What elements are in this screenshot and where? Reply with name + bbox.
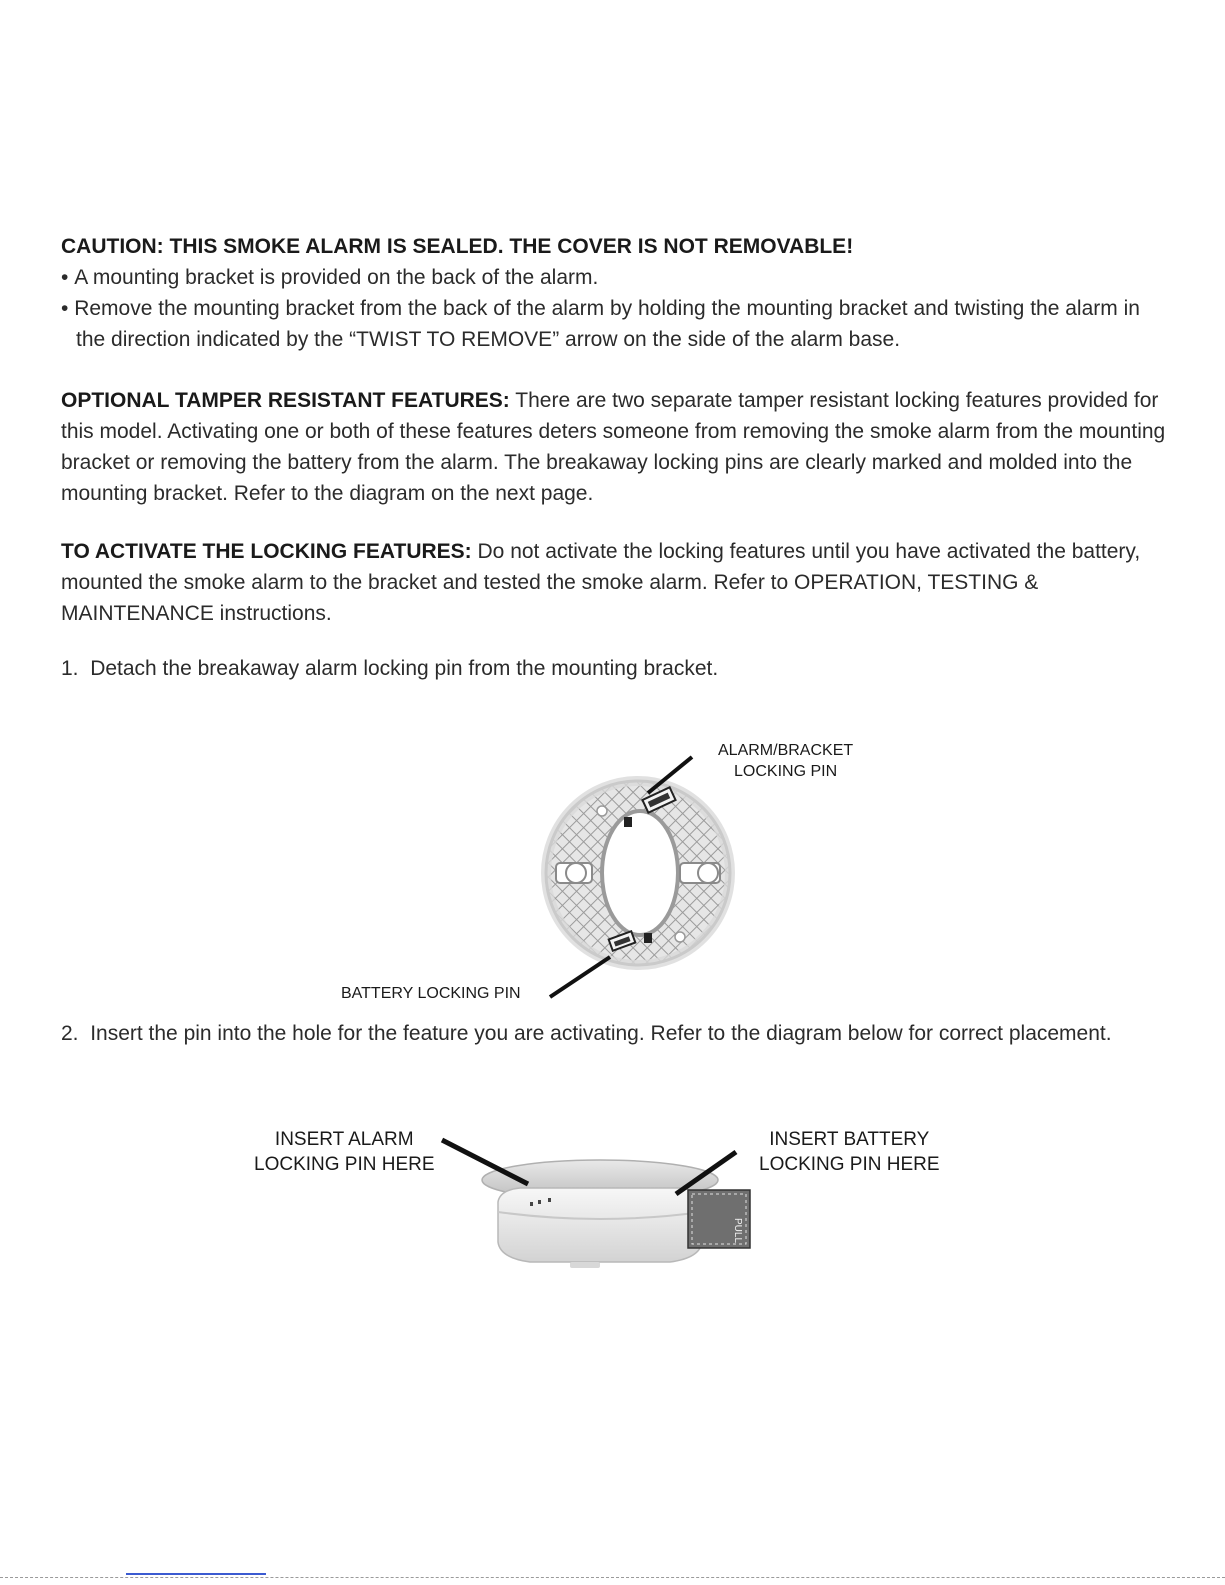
caution-section: [61, 231, 1171, 355]
insert-alarm-pin-label: INSERT ALARM LOCKING PIN HERE: [254, 1129, 435, 1175]
insert-battery-pin-label: INSERT BATTERY LOCKING PIN HERE: [759, 1129, 940, 1175]
step-2: [61, 1018, 1171, 1049]
step-number: 1.: [61, 657, 79, 680]
caution-bullet: • Remove the mounting bracket from the back of the alarm by holding the mounting bracket and twisting the alarm in the direction indicated by the “TWIST TO REMOVE” arrow on the side of the alarm base.: [61, 297, 1140, 351]
page-footer-rule: [0, 1577, 1225, 1578]
activate-body: Do not activate the locking features until you have activated the battery, mounted the smoke alarm to the bracket and tested the smoke alarm. Refer to OPERATION, TESTING & MAINTENANCE instructions.: [61, 540, 1141, 625]
activate-paragraph: [61, 536, 1171, 629]
activate-heading: TO ACTIVATE THE LOCKING FEATURES:: [61, 540, 472, 563]
smoke-alarm-side-illustration: [430, 1130, 770, 1275]
pull-tab-text: PULL: [732, 1218, 743, 1244]
alarm-bracket-pin-label: ALARM/BRACKET LOCKING PIN: [718, 742, 854, 780]
activate-section: [61, 536, 1171, 629]
page-footer-link-bar: [126, 1573, 266, 1575]
step-text: Detach the breakaway alarm locking pin from the mounting bracket.: [90, 657, 719, 680]
caution-bullet: • A mounting bracket is provided on the back of the alarm.: [61, 266, 599, 289]
tamper-heading: OPTIONAL TAMPER RESISTANT FEATURES:: [61, 389, 510, 412]
battery-pin-label: BATTERY LOCKING PIN: [341, 985, 521, 1002]
caution-heading: CAUTION: THIS SMOKE ALARM IS SEALED. THE COVER IS NOT REMOVABLE!: [61, 235, 854, 258]
step-1: [61, 653, 1171, 684]
step-number: 2.: [61, 1022, 79, 1045]
tamper-section: [61, 385, 1171, 509]
step-text: Insert the pin into the hole for the feature you are activating. Refer to the diagram below for correct placement.: [90, 1022, 1112, 1045]
tamper-body: There are two separate tamper resistant locking features provided for this model. Activating one or both of these features deters someone from removing the smoke alarm from the mounting bracket or removing the battery from the alarm. The breakaway locking pins are clearly marked and molded into the mounting bracket. Refer to the diagram on the next page.: [61, 389, 1166, 505]
tamper-paragraph: [61, 385, 1171, 509]
